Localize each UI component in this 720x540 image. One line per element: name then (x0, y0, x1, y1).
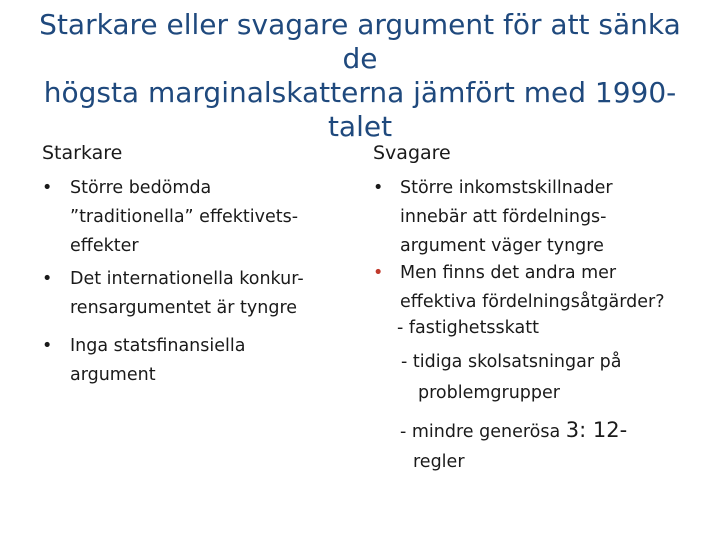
bullet-line: rensargumentet är tyngre (70, 298, 298, 318)
bullet-line: effekter (70, 236, 139, 256)
bullet-line: innebär att fördelnings- (400, 207, 607, 227)
sub-item-regler: regler (413, 452, 465, 472)
left-bullet-3 (42, 332, 342, 390)
bullet-text (42, 265, 342, 323)
bullet-dot: • (42, 178, 53, 198)
sub-item-text: - mindre generösa (400, 422, 561, 442)
bullet-dot: • (42, 336, 53, 356)
left-column-header: Starkare (42, 142, 123, 164)
bullet-dot: • (373, 178, 384, 198)
right-column-header: Svagare (373, 142, 451, 164)
bullet-text (42, 332, 342, 390)
title-line-3: talet (327, 110, 393, 143)
sub-item-ratio: 3: 12- (565, 418, 628, 442)
left-bullet-2 (42, 265, 342, 323)
sub-item-fastighetsskatt: - fastighetsskatt (397, 318, 539, 338)
bullet-line: Större inkomstskillnader (400, 178, 613, 198)
bullet-line: Det internationella konkur- (70, 269, 304, 289)
bullet-dot: • (42, 269, 53, 289)
title-line-2: högsta marginalskatterna jämfört med 1990- (43, 76, 677, 109)
bullet-line: argument (70, 365, 156, 385)
right-bullet-1 (373, 174, 693, 261)
left-bullet-1 (42, 174, 342, 261)
sub-item-mindre-generosa (400, 418, 627, 442)
bullet-line: Inga statsfinansiella (70, 336, 246, 356)
title-line-1: Starkare eller svagare argument för att sänka de (39, 8, 681, 75)
right-bullet-2 (373, 259, 703, 317)
bullet-dot: • (373, 263, 384, 283)
sub-item-problemgrupper: problemgrupper (418, 383, 560, 403)
bullet-text (42, 174, 342, 261)
bullet-line: Men finns det andra mer (400, 263, 617, 283)
bullet-text (373, 259, 703, 317)
slide-title (20, 8, 700, 144)
bullet-line: ”traditionella” effektivets- (70, 207, 299, 227)
bullet-text (373, 174, 693, 261)
bullet-line: effektiva fördelningsåtgärder? (400, 292, 665, 312)
bullet-line: argument väger tyngre (400, 236, 604, 256)
bullet-line: Större bedömda (70, 178, 212, 198)
sub-item-skolsatsningar: - tidiga skolsatsningar på (401, 352, 622, 372)
